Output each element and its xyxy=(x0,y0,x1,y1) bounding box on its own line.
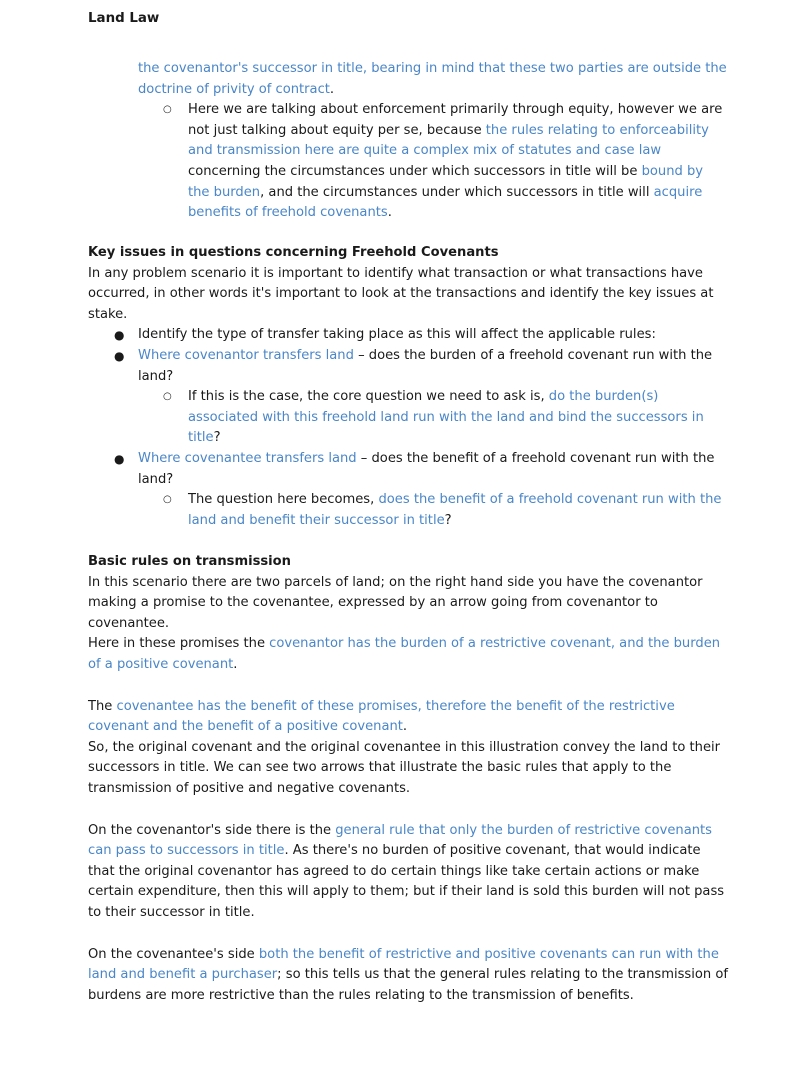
intro-continuation: the covenantor's successor in title, bearing in mind that these two parties are outside the doctrine of privity of contract. xyxy=(138,61,727,97)
page-header: Land Law xyxy=(88,11,160,26)
intro-sub-bullet: ○ Here we are talking about enforcement primarily through equity, however we are not just talking about equity per se, because the rules relating to enforceability and transmission here are quite a complex mix of statutes and case law concerning the circumstances under which successors in title will be bound by the burden, and the circumstances under which successors in title will acquire benefits of freehold covenants. xyxy=(163,102,723,221)
key-issues-paragraph: In any problem scenario it is important to identify what transaction or what transactions have occurred, in other words it's important to look at the transactions and identify the key issues at stake. xyxy=(88,265,714,322)
intro-highlight: the covenantor's successor in title, bearing in mind that these two parties are outside the doctrine of privity of contract xyxy=(138,61,727,97)
basic-rules-p2: Here in these promises the covenantor has the burden of a restrictive covenant, and the burden of a positive covenant. xyxy=(88,636,721,672)
basic-rules-p6: On the covenantee's side both the benefit of restrictive and positive covenants can run with the land and benefit a purchaser; so this tells us that the general rules relating to the transmission of burdens are more restrictive than the rules relating to the transmission of benefits. xyxy=(88,946,728,1003)
bullet-dot-icon: ● xyxy=(114,451,125,466)
hollow-circle-icon: ○ xyxy=(163,391,172,403)
key-issues-heading: Key issues in questions concerning Freehold Covenants xyxy=(88,245,499,260)
intro-section xyxy=(88,59,728,224)
basic-rules-heading: Basic rules on transmission xyxy=(88,554,291,569)
basic-rules-p4: So, the original covenant and the original covenantee in this illustration convey the land to their successors in title. We can see two arrows that illustrate the basic rules that apply to the transmission of positive and negative covenants. xyxy=(88,739,721,796)
key-issues-section xyxy=(88,243,728,531)
basic-rules-p1: In this scenario there are two parcels of land; on the right hand side you have the covenantor making a promise to the covenantee, expressed by an arrow going from covenantor to covenantee. xyxy=(88,574,703,631)
list-sub-item: ○ If this is the case, the core question we need to ask is, do the burden(s) associated with this freehold land run with the land and bind the successors in title? xyxy=(163,389,704,446)
list-sub-item: ○ The question here becomes, does the benefit of a freehold covenant run with the land and benefit their successor in title? xyxy=(163,492,722,528)
bullet-dot-icon: ● xyxy=(114,348,125,363)
hollow-circle-icon: ○ xyxy=(163,494,172,506)
list-item: ● Where covenantor transfers land – does the burden of a freehold covenant run with the land? xyxy=(114,347,713,384)
bullet-dot-icon: ● xyxy=(114,328,125,343)
basic-rules-section xyxy=(88,552,728,1006)
basic-rules-p3: The covenantee has the benefit of these promises, therefore the benefit of the restrictive covenant and the benefit of a positive covenant. xyxy=(88,698,675,735)
hollow-circle-icon: ○ xyxy=(163,104,172,116)
list-item: ● Where covenantee transfers land – does the benefit of a freehold covenant run with the land? xyxy=(114,450,715,487)
basic-rules-p5: On the covenantor's side there is the general rule that only the burden of restrictive covenants can pass to successors in title. As there's no burden of positive covenant, that would indicate that the original covenantor has agreed to do certain things like take certain actions or make certain expenditure, then this will apply to them; but if their land is sold this burden will not pass to their successor in title. xyxy=(88,822,725,920)
list-item: ● Identify the type of transfer taking place as this will affect the applicable rules: xyxy=(138,325,728,346)
